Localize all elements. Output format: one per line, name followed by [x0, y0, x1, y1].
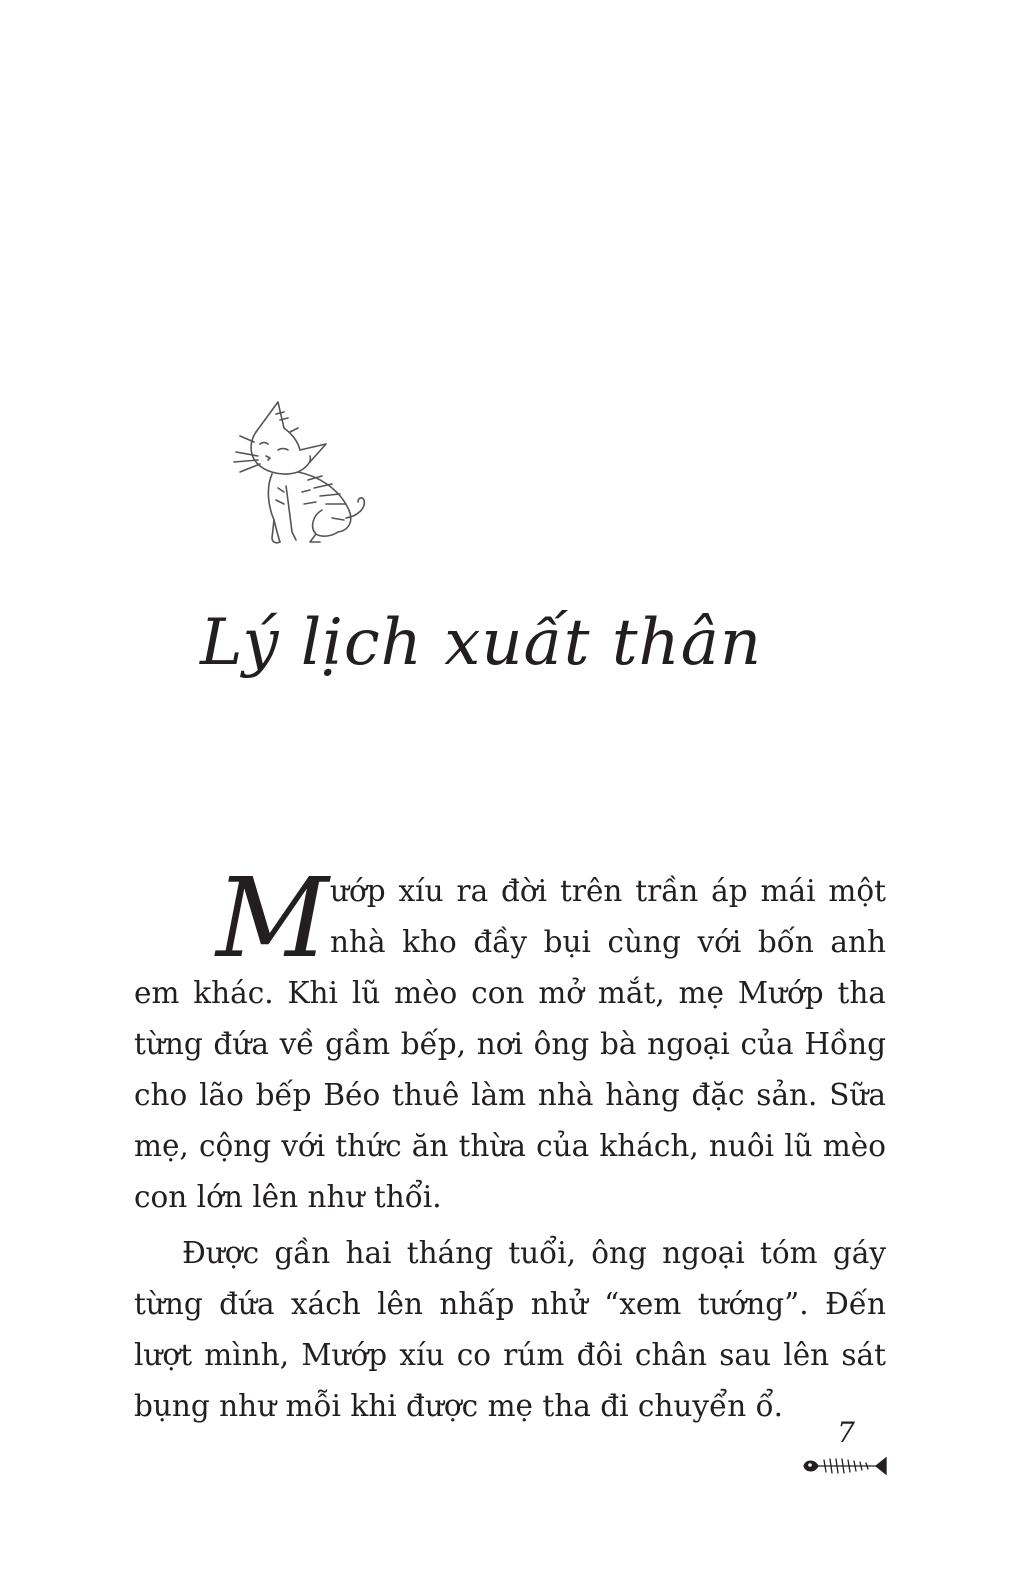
body-text — [134, 854, 886, 1432]
paragraph-1-text: ướp xíu ra đời trên trần áp mái một nhà kho đầy bụi cùng với bốn anh em khác. Khi lũ mèo con mở mắt, mẹ Mướp tha từng đứa về gầm bếp, nơi ông bà ngoại của Hồng cho lão bếp Béo thuê làm nhà hàng đặc sản. Sữa mẹ, cộng với thức ăn thừa của khách, nuôi lũ mèo con lớn lên như thổi. — [134, 874, 886, 1214]
paragraph-2: Được gần hai tháng tuổi, ông ngoại tóm gáy từng đứa xách lên nhấp nhử “xem tướng”. Đến lượt mình, Mướp xíu co rúm đôi chân sau lên sát bụng như mỗi khi được mẹ tha đi chuyển ổ. — [134, 1236, 886, 1423]
cat-icon — [226, 392, 372, 548]
paragraph-1 — [134, 854, 886, 1223]
page-number: 7 — [837, 1416, 855, 1449]
drop-cap: M — [216, 854, 329, 982]
chapter-title: Lý lịch xuất thân — [200, 606, 763, 680]
fish-bone-icon — [800, 1454, 890, 1478]
